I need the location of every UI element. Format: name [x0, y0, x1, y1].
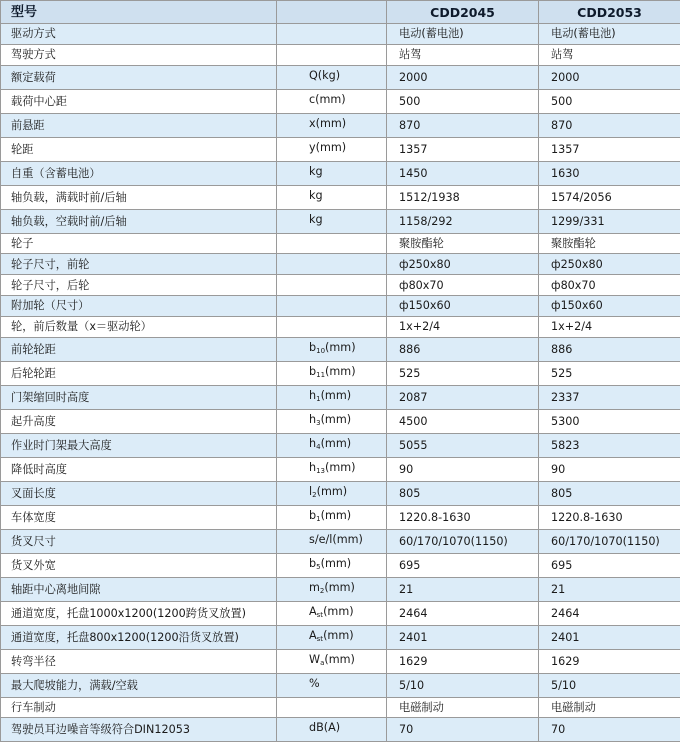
- spec-name: 最大爬坡能力，满载/空载: [1, 673, 277, 697]
- unit-subscript: 5: [316, 563, 320, 571]
- value-model-2: 5823: [539, 433, 680, 457]
- unit-symbol: h: [309, 461, 316, 474]
- value-model-2: 1574/2056: [539, 185, 680, 209]
- unit-suffix: (mm): [321, 413, 352, 426]
- value-model-2: 1630: [539, 161, 680, 185]
- unit-symbol: dB(A): [309, 721, 340, 734]
- value-model-1: 500: [387, 89, 539, 113]
- value-model-2: 870: [539, 113, 680, 137]
- value-model-2: 1220.8-1630: [539, 505, 680, 529]
- value-model-1: 4500: [387, 409, 539, 433]
- value-model-1: 70: [387, 718, 539, 742]
- unit-symbol: h: [309, 389, 316, 402]
- spec-name: 行车制动: [1, 697, 277, 718]
- value-model-2: 1x+2/4: [539, 316, 680, 337]
- unit-symbol: kg: [309, 213, 323, 226]
- value-model-1: 电磁制动: [387, 697, 539, 718]
- unit-symbol: A: [309, 605, 317, 618]
- spec-table-body: [1, 1, 680, 742]
- table-row: [1, 625, 680, 649]
- table-row: [1, 275, 680, 296]
- spec-unit: [277, 185, 387, 209]
- spec-unit: [277, 316, 387, 337]
- unit-symbol: x(mm): [309, 117, 346, 130]
- value-model-2: 站驾: [539, 44, 680, 65]
- unit-symbol: b: [309, 557, 316, 570]
- spec-name: 轴距中心离地间隙: [1, 577, 277, 601]
- spec-name: 货叉外宽: [1, 553, 277, 577]
- value-model-2: 电动(蓄电池): [539, 24, 680, 45]
- spec-name: 驾驶员耳边噪音等级符合DIN12053: [1, 718, 277, 742]
- value-model-1: 2087: [387, 385, 539, 409]
- unit-symbol: kg: [309, 189, 323, 202]
- table-row: [1, 113, 680, 137]
- value-model-2: 2337: [539, 385, 680, 409]
- spec-unit: [277, 433, 387, 457]
- table-row: [1, 529, 680, 553]
- unit-subscript: 2: [320, 587, 324, 595]
- spec-unit: [277, 553, 387, 577]
- spec-name: 附加轮（尺寸）: [1, 295, 277, 316]
- unit-symbol: %: [309, 677, 320, 690]
- value-model-1: 5/10: [387, 673, 539, 697]
- spec-unit: [277, 409, 387, 433]
- spec-name: 轮子尺寸，后轮: [1, 275, 277, 296]
- spec-name: 起升高度: [1, 409, 277, 433]
- table-row: [1, 316, 680, 337]
- table-row: [1, 673, 680, 697]
- table-row: [1, 254, 680, 275]
- spec-unit: [277, 161, 387, 185]
- unit-symbol: kg: [309, 165, 323, 178]
- unit-subscript: 4: [316, 443, 320, 451]
- unit-subscript: 13: [316, 467, 325, 475]
- table-row: [1, 385, 680, 409]
- unit-subscript: st: [317, 611, 323, 619]
- unit-symbol: A: [309, 629, 317, 642]
- spec-name: 通道宽度，托盘1000x1200(1200跨货叉放置): [1, 601, 277, 625]
- value-model-2: 聚胺酯轮: [539, 233, 680, 254]
- table-row: [1, 361, 680, 385]
- spec-unit: [277, 529, 387, 553]
- spec-name: 额定载荷: [1, 65, 277, 89]
- table-row: [1, 409, 680, 433]
- spec-name: 前轮轮距: [1, 337, 277, 361]
- value-model-2: ф80x70: [539, 275, 680, 296]
- spec-name: 驱动方式: [1, 24, 277, 45]
- value-model-1: 1x+2/4: [387, 316, 539, 337]
- header-label: 型号: [1, 1, 277, 24]
- value-model-1: 60/170/1070(1150): [387, 529, 539, 553]
- spec-unit: [277, 673, 387, 697]
- spec-name: 门架缩回时高度: [1, 385, 277, 409]
- spec-name: 轮距: [1, 137, 277, 161]
- value-model-1: 电动(蓄电池): [387, 24, 539, 45]
- value-model-1: 90: [387, 457, 539, 481]
- spec-unit: [277, 275, 387, 296]
- table-row: [1, 209, 680, 233]
- value-model-2: 1299/331: [539, 209, 680, 233]
- spec-unit: [277, 577, 387, 601]
- spec-unit: [277, 337, 387, 361]
- table-row: [1, 161, 680, 185]
- spec-unit: [277, 625, 387, 649]
- value-model-1: 870: [387, 113, 539, 137]
- header-model-2: CDD2053: [539, 1, 680, 24]
- spec-name: 通道宽度，托盘800x1200(1200沿货叉放置): [1, 625, 277, 649]
- value-model-1: 2000: [387, 65, 539, 89]
- value-model-2: 60/170/1070(1150): [539, 529, 680, 553]
- spec-name: 轴负载，满载时前/后轴: [1, 185, 277, 209]
- value-model-2: 1357: [539, 137, 680, 161]
- spec-name: 货叉尺寸: [1, 529, 277, 553]
- value-model-2: 500: [539, 89, 680, 113]
- table-row: [1, 295, 680, 316]
- spec-name: 降低时高度: [1, 457, 277, 481]
- value-model-2: 5/10: [539, 673, 680, 697]
- unit-suffix: (mm): [325, 461, 356, 474]
- spec-unit: [277, 89, 387, 113]
- unit-suffix: (mm): [321, 509, 352, 522]
- table-row: [1, 233, 680, 254]
- unit-subscript: 1: [316, 395, 320, 403]
- unit-symbol: m: [309, 581, 320, 594]
- unit-symbol: b: [309, 509, 316, 522]
- spec-unit: [277, 601, 387, 625]
- table-row: [1, 137, 680, 161]
- value-model-2: 1629: [539, 649, 680, 673]
- unit-suffix: (mm): [325, 365, 356, 378]
- spec-unit: [277, 385, 387, 409]
- table-row: [1, 649, 680, 673]
- unit-subscript: 10: [316, 347, 325, 355]
- value-model-2: 2000: [539, 65, 680, 89]
- table-row: [1, 697, 680, 718]
- unit-suffix: (mm): [317, 485, 348, 498]
- spec-name: 作业时门架最大高度: [1, 433, 277, 457]
- table-row: [1, 457, 680, 481]
- spec-unit: [277, 44, 387, 65]
- spec-name: 转弯半径: [1, 649, 277, 673]
- header-model-1: CDD2045: [387, 1, 539, 24]
- spec-unit: [277, 209, 387, 233]
- value-model-1: 1158/292: [387, 209, 539, 233]
- spec-unit: [277, 457, 387, 481]
- value-model-1: 1512/1938: [387, 185, 539, 209]
- header-unit-cell: [277, 1, 387, 24]
- unit-subscript: 1: [316, 515, 320, 523]
- spec-unit: [277, 254, 387, 275]
- value-model-1: 1629: [387, 649, 539, 673]
- value-model-1: 21: [387, 577, 539, 601]
- spec-unit: [277, 649, 387, 673]
- unit-symbol: b: [309, 365, 316, 378]
- table-row: [1, 24, 680, 45]
- spec-unit: [277, 65, 387, 89]
- unit-symbol: W: [309, 653, 320, 666]
- value-model-2: 电磁制动: [539, 697, 680, 718]
- spec-unit: [277, 113, 387, 137]
- unit-symbol: h: [309, 437, 316, 450]
- value-model-1: 5055: [387, 433, 539, 457]
- table-row: [1, 65, 680, 89]
- spec-name: 自重（含蓄电池）: [1, 161, 277, 185]
- value-model-1: ф250x80: [387, 254, 539, 275]
- unit-subscript: 3: [316, 419, 320, 427]
- spec-unit: [277, 718, 387, 742]
- table-row: [1, 601, 680, 625]
- table-row: [1, 89, 680, 113]
- spec-name: 驾驶方式: [1, 44, 277, 65]
- spec-name: 轴负载，空载时前/后轴: [1, 209, 277, 233]
- unit-symbol: h: [309, 413, 316, 426]
- table-row: [1, 337, 680, 361]
- unit-symbol: b: [309, 341, 316, 354]
- value-model-1: 站驾: [387, 44, 539, 65]
- spec-name: 载荷中心距: [1, 89, 277, 113]
- value-model-2: ф250x80: [539, 254, 680, 275]
- value-model-2: 2401: [539, 625, 680, 649]
- value-model-2: 5300: [539, 409, 680, 433]
- unit-suffix: (mm): [325, 341, 356, 354]
- unit-symbol: c(mm): [309, 93, 346, 106]
- value-model-1: 2464: [387, 601, 539, 625]
- spec-unit: [277, 505, 387, 529]
- value-model-1: 886: [387, 337, 539, 361]
- spec-unit: [277, 295, 387, 316]
- unit-suffix: (mm): [324, 653, 355, 666]
- unit-suffix: (mm): [323, 629, 354, 642]
- unit-symbol: l: [309, 485, 312, 498]
- unit-suffix: (mm): [321, 389, 352, 402]
- table-row: [1, 481, 680, 505]
- value-model-2: 805: [539, 481, 680, 505]
- value-model-1: ф80x70: [387, 275, 539, 296]
- table-row: [1, 433, 680, 457]
- table-header-row: [1, 1, 680, 24]
- spec-name: 前悬距: [1, 113, 277, 137]
- value-model-1: 525: [387, 361, 539, 385]
- unit-subscript: 2: [312, 491, 316, 499]
- spec-name: 车体宽度: [1, 505, 277, 529]
- spec-unit: [277, 24, 387, 45]
- value-model-2: 70: [539, 718, 680, 742]
- table-row: [1, 185, 680, 209]
- unit-subscript: 11: [316, 371, 325, 379]
- value-model-1: 2401: [387, 625, 539, 649]
- value-model-1: 805: [387, 481, 539, 505]
- unit-symbol: Q(kg): [309, 69, 340, 82]
- spec-unit: [277, 481, 387, 505]
- table-row: [1, 718, 680, 742]
- value-model-2: 886: [539, 337, 680, 361]
- spec-name: 轮子尺寸，前轮: [1, 254, 277, 275]
- value-model-1: 1220.8-1630: [387, 505, 539, 529]
- value-model-1: ф150x60: [387, 295, 539, 316]
- value-model-1: 聚胺酯轮: [387, 233, 539, 254]
- spec-unit: [277, 697, 387, 718]
- value-model-1: 1357: [387, 137, 539, 161]
- value-model-2: ф150x60: [539, 295, 680, 316]
- value-model-2: 21: [539, 577, 680, 601]
- table-row: [1, 44, 680, 65]
- unit-symbol: s/e/l(mm): [309, 533, 363, 546]
- table-row: [1, 505, 680, 529]
- table-row: [1, 553, 680, 577]
- unit-suffix: (mm): [321, 557, 352, 570]
- value-model-1: 1450: [387, 161, 539, 185]
- unit-subscript: a: [320, 659, 324, 667]
- unit-suffix: (mm): [321, 437, 352, 450]
- value-model-2: 2464: [539, 601, 680, 625]
- spec-name: 轮子: [1, 233, 277, 254]
- value-model-2: 695: [539, 553, 680, 577]
- table-row: [1, 577, 680, 601]
- spec-name: 后轮轮距: [1, 361, 277, 385]
- value-model-1: 695: [387, 553, 539, 577]
- value-model-2: 525: [539, 361, 680, 385]
- unit-symbol: y(mm): [309, 141, 346, 154]
- value-model-2: 90: [539, 457, 680, 481]
- spec-unit: [277, 233, 387, 254]
- unit-suffix: (mm): [323, 605, 354, 618]
- spec-unit: [277, 361, 387, 385]
- unit-suffix: (mm): [324, 581, 355, 594]
- unit-subscript: st: [317, 635, 323, 643]
- spec-name: 轮，前后数量（x＝驱动轮）: [1, 316, 277, 337]
- spec-name: 叉面长度: [1, 481, 277, 505]
- spec-unit: [277, 137, 387, 161]
